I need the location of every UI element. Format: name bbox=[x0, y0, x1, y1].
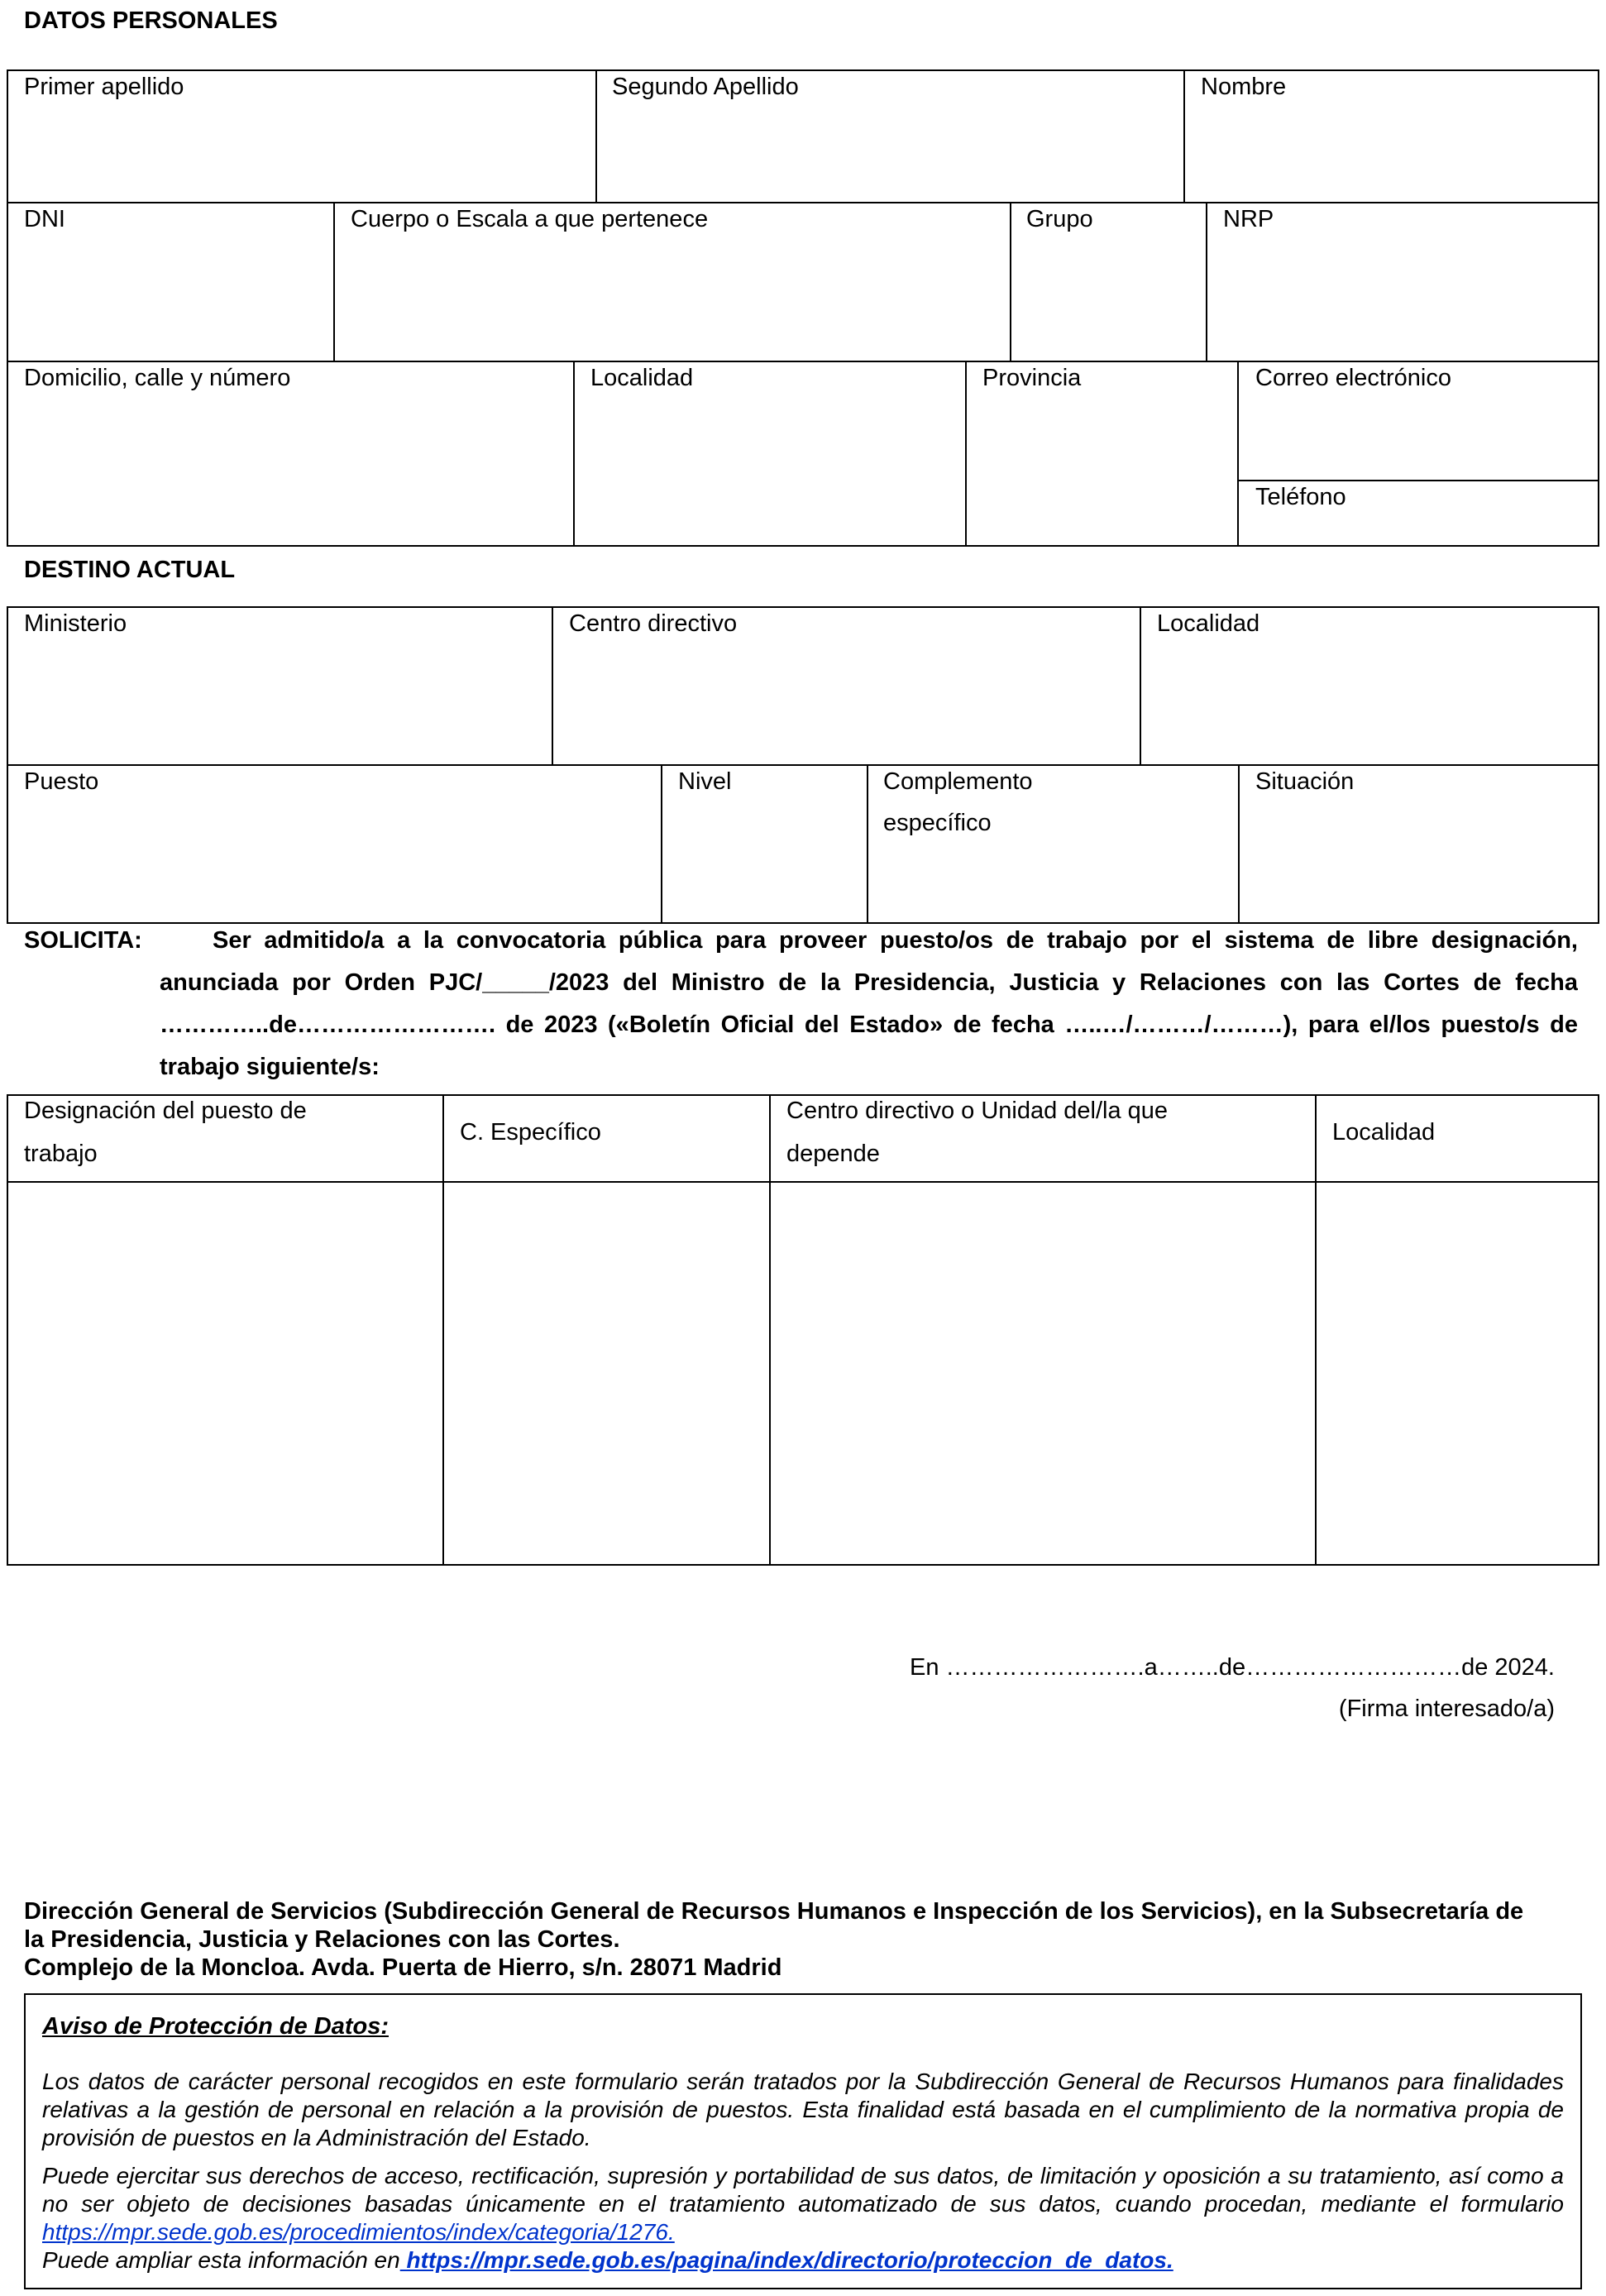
privacy-info-link[interactable]: https://mpr.sede.gob.es/pagina/index/directorio/proteccion_de_datos. bbox=[399, 2247, 1173, 2273]
signature-label: (Firma interesado/a) bbox=[1338, 1696, 1555, 1722]
notice-paragraph-1: Los datos de carácter personal recogidos en este formulario serán tratados por la Subdirección General de Recursos Humanos para finalidades relativas a la gestión de personal en relación a la provisión de puestos. Esta finalidad está basada en el cumplimiento de la normativa propia de provisión de puestos en la Administración del Estado. bbox=[42, 2069, 1564, 2150]
col-header-c-especifico: C. Específico bbox=[460, 1119, 601, 1146]
section-title-destino: DESTINO ACTUAL bbox=[24, 557, 236, 583]
solicita-line-4: trabajo siguiente/s: bbox=[160, 1054, 380, 1080]
field-label-domicilio: Domicilio, calle y número bbox=[24, 365, 291, 391]
notice-paragraph-3: Puede ampliar esta información en https://mpr.sede.gob.es/pagina/index/directorio/proteccion_de_datos. bbox=[42, 2247, 1173, 2273]
col-header-designacion-line2: trabajo bbox=[24, 1141, 98, 1167]
address-line-2: la Presidencia, Justicia y Relaciones con las Cortes. bbox=[24, 1926, 620, 1953]
field-label-segundo-apellido: Segundo Apellido bbox=[612, 74, 799, 100]
field-label-situacion: Situación bbox=[1255, 768, 1355, 795]
field-label-primer-apellido: Primer apellido bbox=[24, 74, 184, 100]
field-label-localidad: Localidad bbox=[590, 365, 694, 391]
field-label-cuerpo: Cuerpo o Escala a que pertenece bbox=[351, 206, 709, 232]
field-label-localidad-destino: Localidad bbox=[1157, 610, 1260, 637]
section-title-personal: DATOS PERSONALES bbox=[24, 7, 278, 34]
field-label-telefono: Teléfono bbox=[1255, 484, 1346, 510]
field-label-centro-directivo: Centro directivo bbox=[569, 610, 738, 637]
col-header-centro-line1: Centro directivo o Unidad del/la que bbox=[786, 1098, 1169, 1124]
field-label-puesto: Puesto bbox=[24, 768, 99, 795]
field-label-nrp: NRP bbox=[1223, 206, 1274, 232]
data-protection-notice-box bbox=[24, 1993, 1582, 2289]
field-label-provincia: Provincia bbox=[982, 365, 1082, 391]
notice-paragraph-2: Puede ejercitar sus derechos de acceso, rectificación, supresión y portabilidad de sus datos, de limitación y oposición a su tratamiento, así como a no ser objeto de decisiones basadas únicamente en el tratamiento automatizado de sus datos, cuando procedan, mediante el formulario https://mpr.sede.gob.es/procedimientos/index/categoria/1276. bbox=[42, 2163, 1564, 2245]
rights-form-link[interactable]: https://mpr.sede.gob.es/procedimientos/index/categoria/1276. bbox=[42, 2219, 675, 2245]
field-label-complemento-line1: Complemento bbox=[883, 768, 1033, 795]
col-header-designacion-line1: Designación del puesto de bbox=[24, 1098, 307, 1124]
notice-title: Aviso de Protección de Datos: bbox=[42, 2013, 389, 2040]
col-header-centro-line2: depende bbox=[786, 1141, 880, 1167]
place-date-line: En …………………….a……..de………………………de 2024. bbox=[910, 1654, 1555, 1681]
address-line-1: Dirección General de Servicios (Subdirección General de Recursos Humanos e Inspección de los Servicios), en la Subsecretaría de bbox=[24, 1898, 1524, 1925]
solicita-label: SOLICITA: bbox=[24, 927, 142, 954]
field-label-complemento-line2: específico bbox=[883, 810, 992, 836]
field-label-nivel: Nivel bbox=[678, 768, 732, 795]
field-label-correo: Correo electrónico bbox=[1255, 365, 1451, 391]
solicita-line-1: Ser admitido/a a la convocatoria pública para proveer puesto/os de trabajo por el sistema de libre designación, bbox=[213, 927, 1578, 954]
field-label-grupo: Grupo bbox=[1026, 206, 1093, 232]
address-line-3: Complejo de la Moncloa. Avda. Puerta de Hierro, s/n. 28071 Madrid bbox=[24, 1954, 782, 1981]
field-label-ministerio: Ministerio bbox=[24, 610, 127, 637]
field-label-nombre: Nombre bbox=[1201, 74, 1287, 100]
solicita-line-3: …………..de……………………. de 2023 («Boletín Oficial del Estado» de fecha …..…/………/………), para el/los puesto/s de bbox=[160, 1012, 1578, 1038]
col-header-localidad: Localidad bbox=[1332, 1119, 1436, 1146]
field-label-dni: DNI bbox=[24, 206, 65, 232]
solicita-line-2: anunciada por Orden PJC/_____/2023 del Ministro de la Presidencia, Justicia y Relaciones con las Cortes de fecha bbox=[160, 969, 1578, 996]
